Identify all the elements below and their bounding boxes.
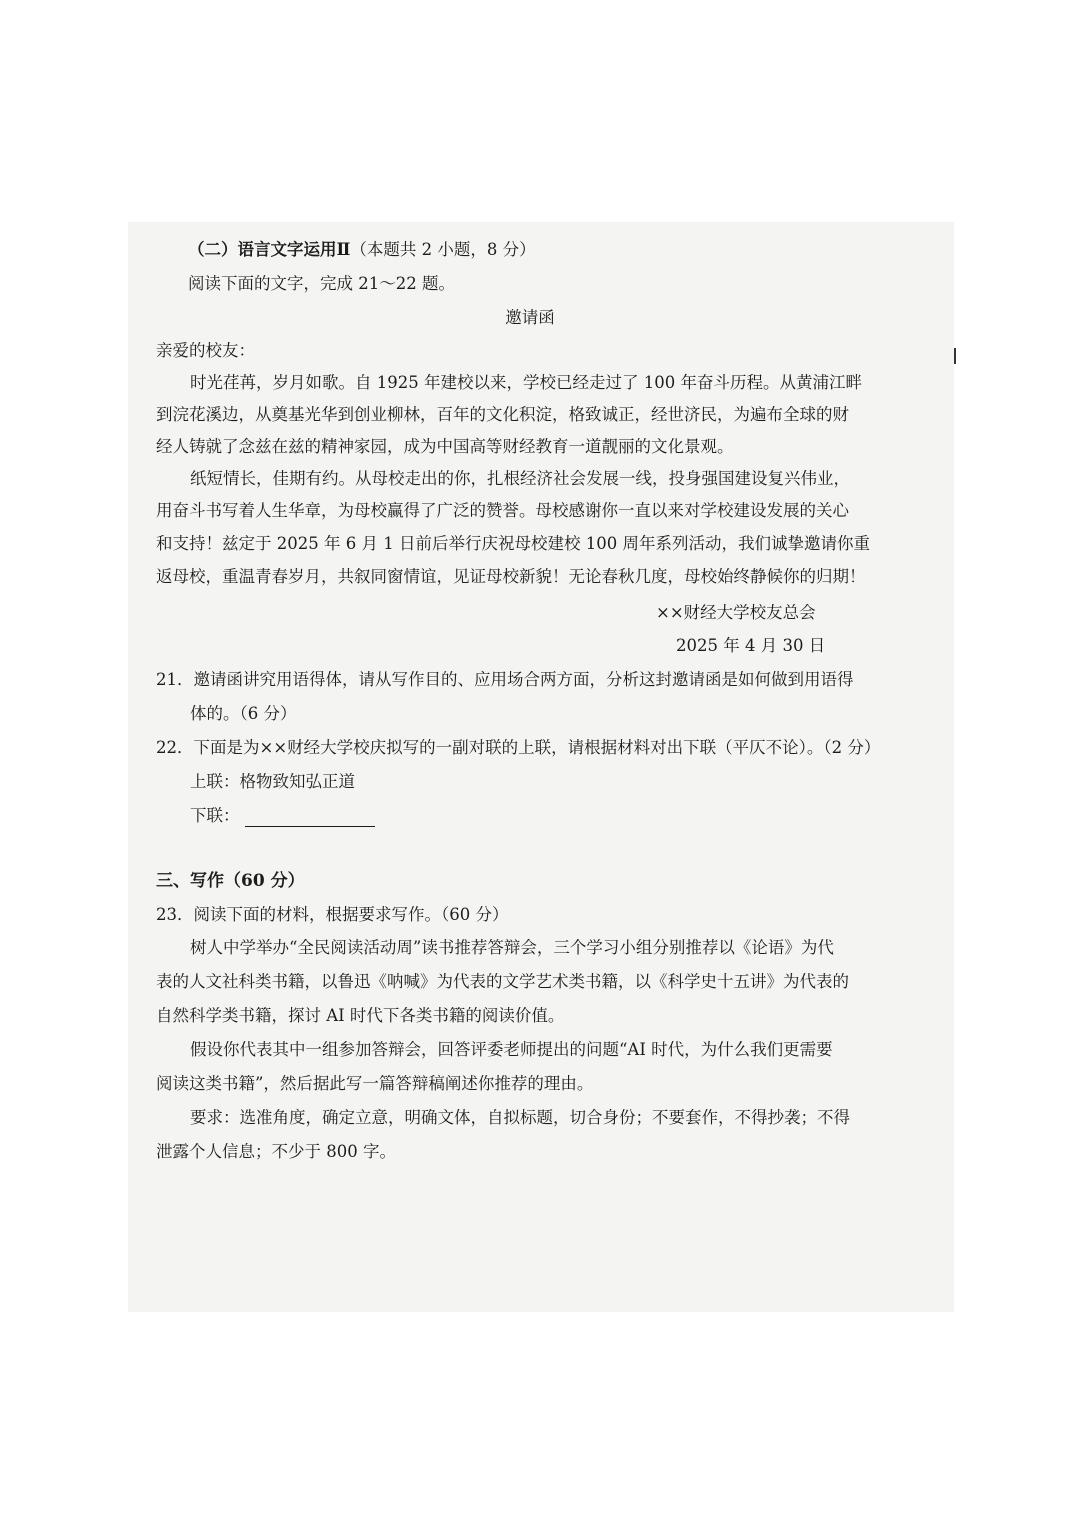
- letter-paragraph-2-line-2: 用奋斗书写着人生华章，为母校赢得了广泛的赞誉。母校感谢你一直以来对学校建设发展的关心: [156, 501, 849, 520]
- material-line-3: 自然科学类书籍，探讨 AI 时代下各类书籍的阅读价值。: [156, 1006, 565, 1025]
- requirements-line-2: 泄露个人信息；不少于 800 字。: [156, 1142, 396, 1161]
- part2-instruction: 阅读下面的文字，完成 21～22 题。: [188, 274, 455, 293]
- part3-heading: 三、写作（60 分）: [156, 871, 305, 891]
- letter-paragraph-2-line-4: 返母校，重温青春岁月，共叙同窗情谊，见证母校新貌！无论春秋几度，母校始终静候你的归期！: [156, 567, 866, 586]
- part2-heading-note: （本题共 2 小题，8 分）: [350, 240, 536, 259]
- question-21-line-2: 体的。（6 分）: [190, 704, 297, 723]
- scan-mark: [954, 348, 956, 364]
- letter-title: 邀请函: [505, 308, 555, 327]
- material-line-2: 表的人文社科类书籍，以鲁迅《呐喊》为代表的文学艺术类书籍，以《科学史十五讲》为代表的: [156, 972, 849, 991]
- couplet-upper: 上联：格物致知弘正道: [190, 772, 355, 791]
- material-line-1: 树人中学举办“全民阅读活动周”读书推荐答辩会，三个学习小组分别推荐以《论语》为代: [190, 938, 834, 957]
- letter-salutation: 亲爱的校友：: [156, 341, 255, 360]
- question-22-line-1: 22．下面是为××财经大学校庆拟写的一副对联的上联，请根据材料对出下联（平仄不论）。（2 分）: [156, 738, 881, 757]
- material-line-4: 假设你代表其中一组参加答辩会，回答评委老师提出的问题“AI 时代，为什么我们更需要: [190, 1040, 833, 1059]
- question-21-line-1: 21．邀请函讲究用语得体，请从写作目的、应用场合两方面，分析这封邀请函是如何做到用语得: [156, 670, 854, 689]
- letter-paragraph-2-line-3: 和支持！兹定于 2025 年 6 月 1 日前后举行庆祝母校建校 100 周年系列活动，我们诚挚邀请你重: [156, 534, 870, 553]
- couplet-lower-label: 下联：: [190, 806, 240, 825]
- letter-date: 2025 年 4 月 30 日: [676, 636, 826, 655]
- requirements-line-1: 要求：选准角度，确定立意，明确文体，自拟标题，切合身份；不要套作，不得抄袭；不得: [190, 1108, 850, 1127]
- letter-signature: ××财经大学校友总会: [656, 603, 816, 622]
- letter-paragraph-2-line-1: 纸短情长，佳期有约。从母校走出的你，扎根经济社会发展一线，投身强国建设复兴伟业，: [190, 469, 850, 488]
- part2-heading: （二）语言文字运用Ⅱ: [188, 240, 351, 259]
- answer-blank[interactable]: [245, 808, 375, 827]
- couplet-lower-row: [190, 805, 375, 827]
- letter-paragraph-1-line-3: 经人铸就了念兹在兹的精神家园，成为中国高等财经教育一道靓丽的文化景观。: [156, 437, 734, 456]
- letter-paragraph-1-line-2: 到浣花溪边，从奠基光华到创业柳林，百年的文化积淀，格致诚正，经世济民，为遍布全球的财: [156, 405, 849, 424]
- material-line-5: 阅读这类书籍”，然后据此写一篇答辩稿阐述你推荐的理由。: [156, 1074, 594, 1093]
- part2-heading-row: [188, 239, 536, 261]
- question-23-line-1: 23．阅读下面的材料，根据要求写作。（60 分）: [156, 905, 509, 924]
- letter-paragraph-1-line-1: 时光荏苒，岁月如歌。自 1925 年建校以来，学校已经走过了 100 年奋斗历程。从黄浦江畔: [190, 373, 862, 392]
